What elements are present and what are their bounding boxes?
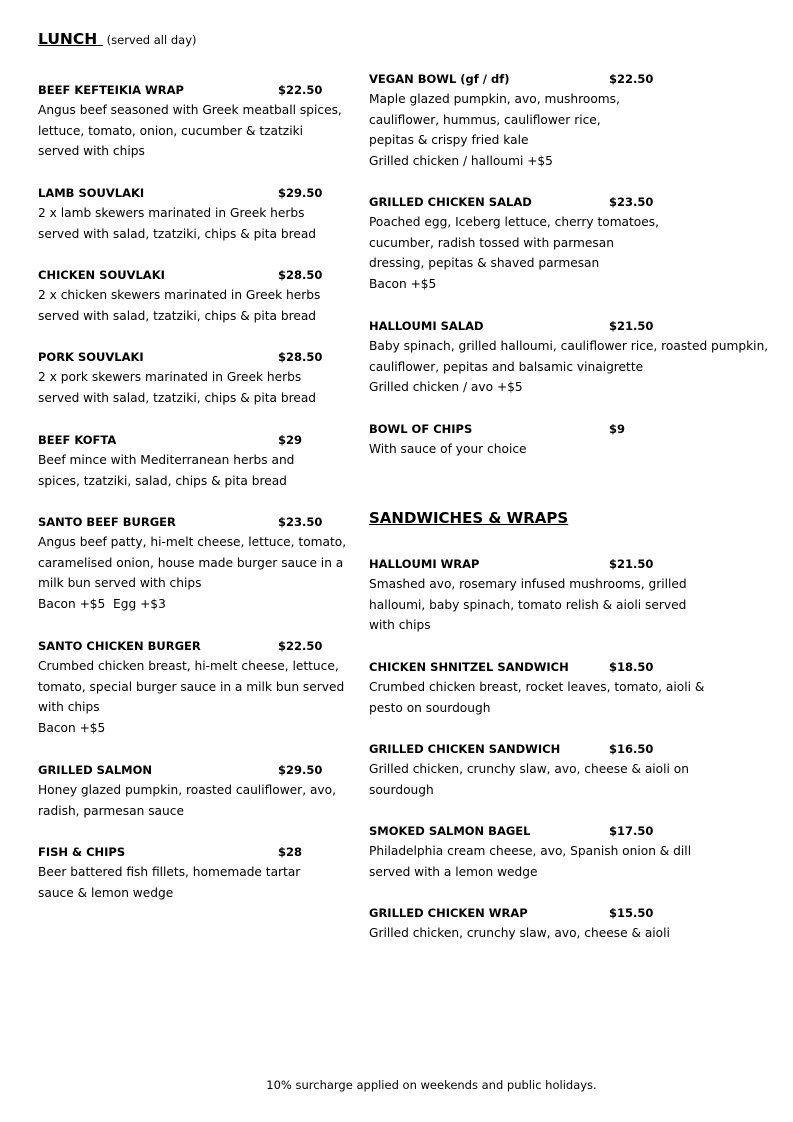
menu-item (38, 842, 366, 903)
item-price: $21.50 (609, 557, 654, 571)
menu-item (369, 821, 784, 882)
item-price: $17.50 (609, 824, 654, 838)
item-description: Philadelphia cream cheese, avo, Spanish onion & dill served with a lemon wedge (369, 844, 692, 879)
item-price: $21.50 (609, 319, 654, 333)
item-name: SMOKED SALMON BAGEL (369, 824, 531, 838)
item-name: LAMB SOUVLAKI (38, 186, 145, 200)
item-description: Honey glazed pumpkin, roasted cauliflower, avo, radish, parmesan sauce (38, 783, 336, 818)
item-name: VEGAN BOWL (gf / df) (369, 72, 510, 86)
menu-item (38, 347, 366, 408)
item-description: Angus beef patty, hi-melt cheese, lettuce, tomato, caramelised onion, house made burger sauce in a milk bun served with chips (38, 535, 347, 591)
item-price: $23.50 (278, 515, 323, 529)
item-description: With sauce of your choice (369, 442, 527, 456)
item-extra: Grilled chicken / avo +$5 (369, 380, 523, 395)
item-extra: Bacon +$5 (369, 277, 437, 292)
menu-item (369, 69, 784, 172)
item-name: BEEF KOFTA (38, 433, 117, 447)
item-name: GRILLED CHICKEN SALAD (369, 195, 532, 209)
item-price: $9 (609, 422, 626, 436)
item-description: Beer battered fish fillets, homemade tartar sauce & lemon wedge (38, 865, 301, 900)
item-name: HALLOUMI WRAP (369, 557, 480, 571)
item-name: HALLOUMI SALAD (369, 319, 484, 333)
menu-item (369, 316, 784, 398)
menu-item (38, 430, 366, 491)
item-price: $28.50 (278, 350, 323, 364)
item-description: 2 x pork skewers marinated in Greek herbs served with salad, tzatziki, chips & pita bread (38, 370, 317, 405)
menu-item (38, 512, 366, 615)
item-price: $29.50 (278, 186, 323, 200)
item-description: Poached egg, Iceberg lettuce, cherry tomatoes, cucumber, radish tossed with parmesan dressing, pepitas & shaved parmesan (369, 215, 659, 271)
menu-item (369, 192, 784, 295)
menu-item (38, 183, 366, 244)
item-name: SANTO CHICKEN BURGER (38, 639, 201, 653)
item-name: FISH & CHIPS (38, 845, 126, 859)
item-description: 2 x chicken skewers marinated in Greek herbs served with salad, tzatziki, chips & pita bread (38, 288, 321, 323)
section-heading: SANDWICHES & WRAPS (369, 509, 569, 527)
item-name: GRILLED SALMON (38, 763, 152, 777)
item-name: BEEF KEFTEIKIA WRAP (38, 83, 184, 97)
page-title (38, 30, 197, 48)
item-name: SANTO BEEF BURGER (38, 515, 176, 529)
item-price: $23.50 (609, 195, 654, 209)
menu-item (369, 903, 784, 944)
item-price: $22.50 (278, 639, 323, 653)
item-name: PORK SOUVLAKI (38, 350, 144, 364)
item-price: $28 (278, 845, 303, 859)
menu-item (38, 636, 366, 739)
item-description: 2 x lamb skewers marinated in Greek herbs served with salad, tzatziki, chips & pita bread (38, 206, 317, 241)
item-price: $29.50 (278, 763, 323, 777)
item-description: Grilled chicken, crunchy slaw, avo, cheese & aioli (369, 926, 670, 940)
menu-item (369, 554, 784, 636)
item-description: Angus beef seasoned with Greek meatball spices, lettuce, tomato, onion, cucumber & tzatziki served with chips (38, 103, 342, 159)
item-name: CHICKEN SOUVLAKI (38, 268, 165, 282)
item-description: Crumbed chicken breast, rocket leaves, tomato, aioli & pesto on sourdough (369, 680, 705, 715)
lunch-title: LUNCH (38, 30, 98, 48)
menu-item (38, 760, 366, 821)
surcharge-note: 10% surcharge applied on weekends and public holidays. (266, 1078, 597, 1092)
menu-item (369, 657, 784, 718)
item-extra: Grilled chicken / halloumi +$5 (369, 154, 553, 169)
item-name: CHICKEN SHNITZEL SANDWICH (369, 660, 569, 674)
item-name: GRILLED CHICKEN WRAP (369, 906, 528, 920)
item-description: Baby spinach, grilled halloumi, cauliflower rice, roasted pumpkin, cauliflower, pepitas and balsamic vinaigrette (369, 339, 769, 374)
item-name: GRILLED CHICKEN SANDWICH (369, 742, 561, 756)
menu-item (369, 419, 784, 460)
item-extra: Bacon +$5 Egg +$3 (38, 597, 166, 612)
item-description: Grilled chicken, crunchy slaw, avo, cheese & aioli on sourdough (369, 762, 689, 797)
menu-item (369, 739, 784, 800)
item-price: $22.50 (278, 83, 323, 97)
lunch-subtitle: (served all day) (106, 33, 197, 47)
item-name: BOWL OF CHIPS (369, 422, 473, 436)
item-price: $16.50 (609, 742, 654, 756)
item-price: $29 (278, 433, 303, 447)
menu-item (38, 80, 366, 162)
item-description: Beef mince with Mediterranean herbs and spices, tzatziki, salad, chips & pita bread (38, 453, 295, 488)
item-price: $22.50 (609, 72, 654, 86)
item-extra: Bacon +$5 (38, 721, 106, 736)
item-price: $18.50 (609, 660, 654, 674)
item-description: Smashed avo, rosemary infused mushrooms, grilled halloumi, baby spinach, tomato relish & aioli served with chips (369, 577, 687, 633)
item-price: $15.50 (609, 906, 654, 920)
item-description: Crumbed chicken breast, hi-melt cheese, lettuce, tomato, special burger sauce in a milk bun served with chips (38, 659, 345, 715)
menu-item (38, 265, 366, 326)
item-description: Maple glazed pumpkin, avo, mushrooms, cauliflower, hummus, cauliflower rice, pepitas & crispy fried kale (369, 92, 620, 148)
item-price: $28.50 (278, 268, 323, 282)
